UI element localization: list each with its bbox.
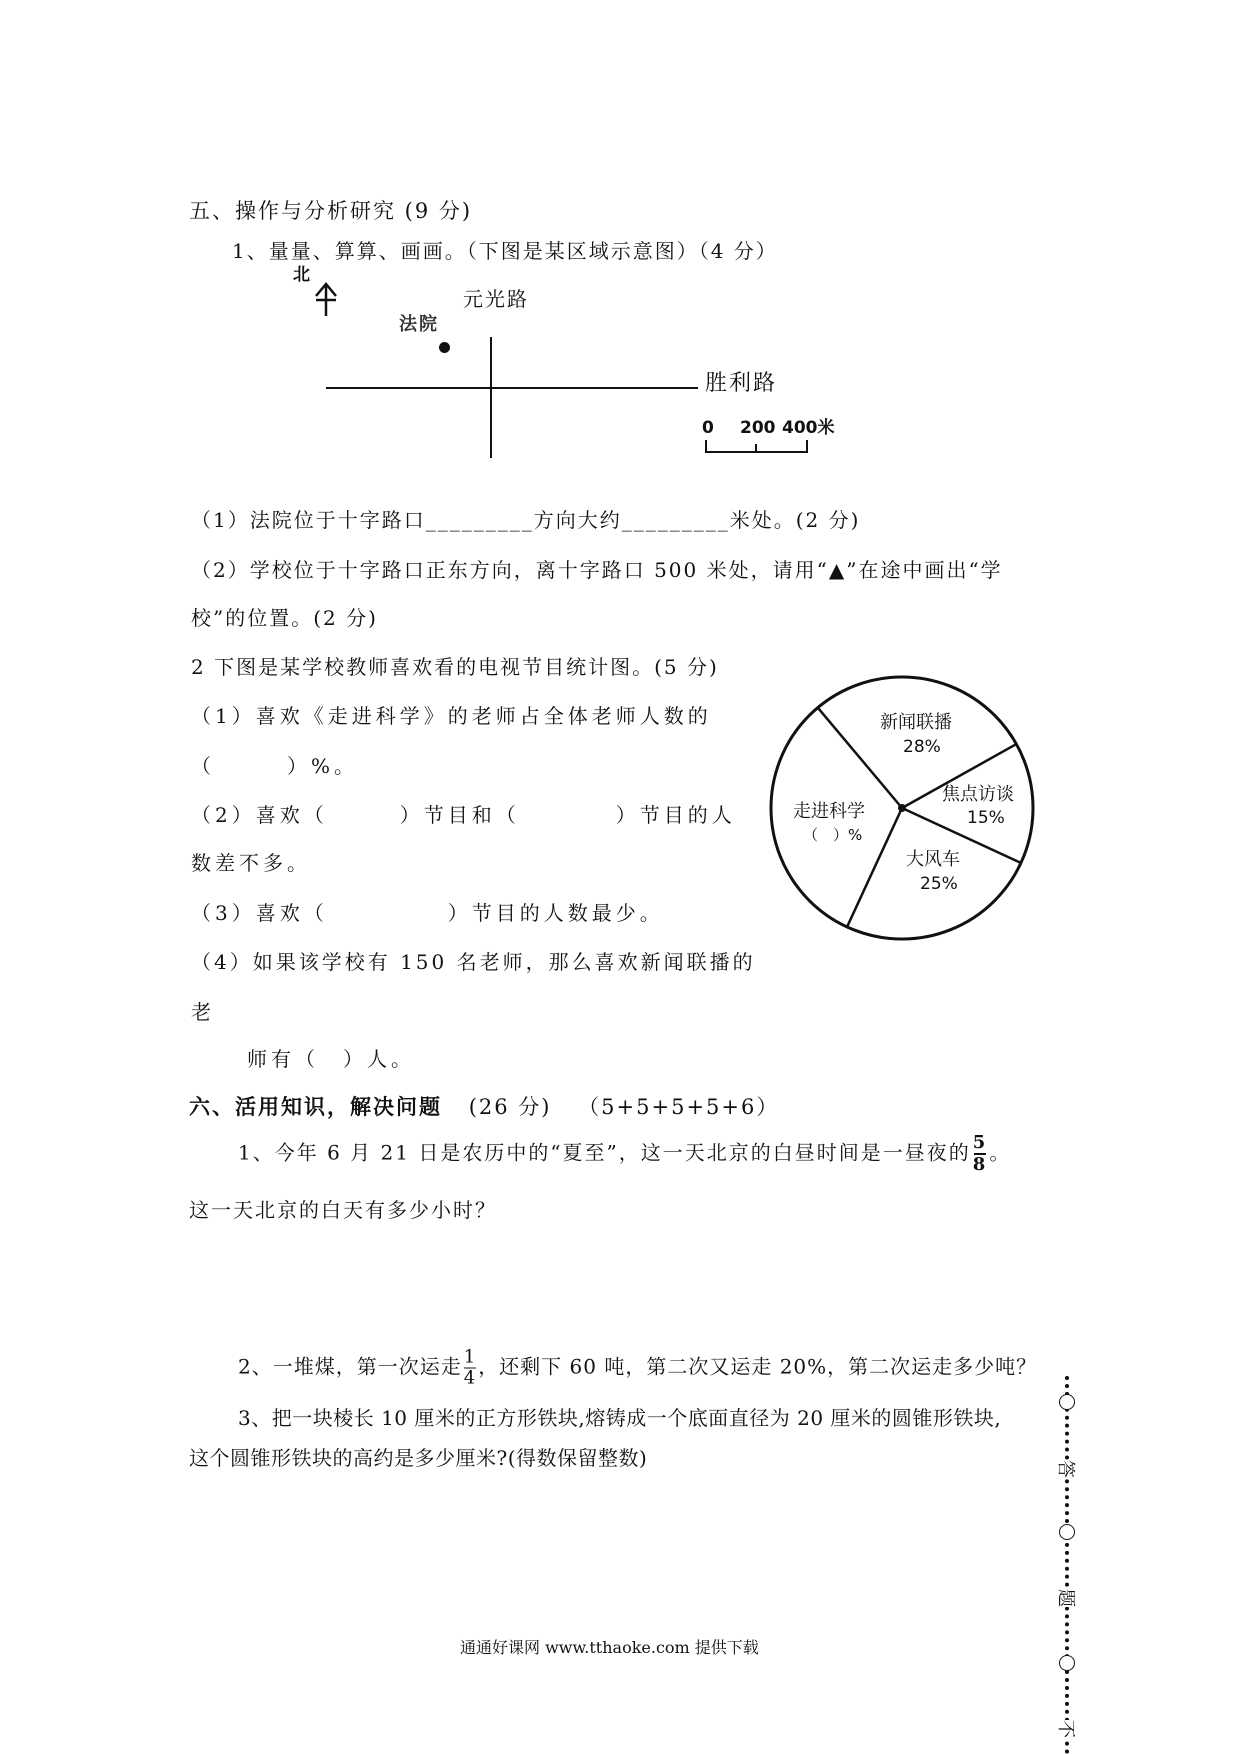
pie-label-dafengche: 大风车 [906,849,960,870]
section6-score: (26 分) [468,1095,552,1119]
q2-s2a: （2）喜欢（ ）节目和（ ）节目的人 [191,803,736,827]
s6-q2a: 2、一堆煤，第一次运走 [238,1354,462,1379]
binding-circle [1059,1394,1075,1410]
section6-title-text: 六、活用知识，解决问题 [189,1094,442,1119]
s6-q1a-text: 1、今年 6 月 21 日是农历中的“夏至”，这一天北京的白昼时间是一昼夜的 [238,1140,971,1165]
margin-mark-ti: 题 [1054,1589,1080,1607]
north-arrow-icon [314,282,338,316]
s6-q1a [238,1134,1011,1174]
q2-s4c: 师有（ ）人。 [247,1047,415,1071]
pie-value-dafengche: 25% [920,874,958,894]
scale-label-400: 400米 [782,418,835,438]
pie-label-jiaodian: 焦点访谈 [942,784,1014,805]
s6-q1-end: 。 [989,1140,1012,1165]
road-label-yuanguang: 元光路 [463,287,529,311]
q2-s1b: （ ）%。 [191,754,359,778]
footer-text: 通通好课网 www.tthaoke.com 提供下载 [460,1638,759,1657]
q2-s2b: 数差不多。 [191,851,311,875]
fraction-denominator: 8 [972,1154,988,1175]
court-label: 法院 [399,314,439,335]
binding-circle [1059,1524,1075,1540]
s6-q3a: 3、把一块棱长 10 厘米的正方形铁块,熔铸成一个底面直径为 20 厘米的圆锥形铁块, [238,1406,1002,1430]
s6-q3b: 这个圆锥形铁块的高约是多少厘米?(得数保留整数) [189,1446,648,1470]
pie-center-dot [898,804,906,812]
pie-label-zoujin: 走进科学 [793,801,865,822]
scale-label-200: 200 [740,418,776,438]
pie-value-xinwen: 28% [903,737,941,757]
section6-title [189,1094,779,1120]
scale-label-0: 0 [702,418,714,438]
fraction-1-4 [463,1346,477,1389]
margin-mark-da: 答 [1054,1460,1080,1478]
q1-sub1: （1）法院位于十字路口_________方向大约_________米处。(2 分) [191,508,861,532]
north-label: 北 [293,265,312,285]
fraction-5-8 [973,1134,988,1174]
section5-title: 五、操作与分析研究 (9 分) [189,199,473,223]
q1-sub2b: 校”的位置。(2 分) [191,606,378,630]
q2-s4b: 老 [191,1000,213,1024]
binding-dotted-line [1065,1376,1069,1754]
margin-mark-bu: 不 [1054,1720,1080,1738]
q2-s4a: （4）如果该学校有 150 名老师，那么喜欢新闻联播的 [191,950,756,974]
s6-q1b: 这一天北京的白天有多少小时？ [189,1198,497,1222]
fraction-denominator: 4 [463,1367,477,1389]
pie-value-jiaodian: 15% [967,808,1005,828]
s6-q2 [238,1346,1038,1389]
shengli-road [326,387,698,389]
q2-title: 2 下图是某学校教师喜欢看的电视节目统计图。(5 分) [191,655,719,679]
fraction-numerator: 5 [972,1132,988,1153]
binding-circle [1059,1655,1075,1671]
q2-s1a: （1）喜欢《走进科学》的老师占全体老师人数的 [191,704,712,728]
pie-value-zoujin: （ ）% [803,826,863,844]
scale-bar [704,440,810,454]
q2-s3: （3）喜欢（ ）节目的人数最少。 [191,901,664,925]
road-label-shengli: 胜利路 [705,371,778,396]
fraction-numerator: 1 [463,1346,477,1368]
court-dot [439,342,450,353]
q1-title: 1、量量、算算、画画。（下图是某区域示意图）（4 分） [232,239,778,263]
q1-sub2a: （2）学校位于十字路口正东方向，离十字路口 500 米处，请用“▲”在途中画出“学 [191,558,1003,582]
s6-q2b: ，还剩下 60 吨，第二次又运走 20%，第二次运走多少吨？ [478,1354,1038,1379]
yuanguang-road [490,337,492,458]
section6-breakdown: （5+5+5+5+6） [578,1095,780,1119]
pie-label-xinwen: 新闻联播 [880,712,952,733]
